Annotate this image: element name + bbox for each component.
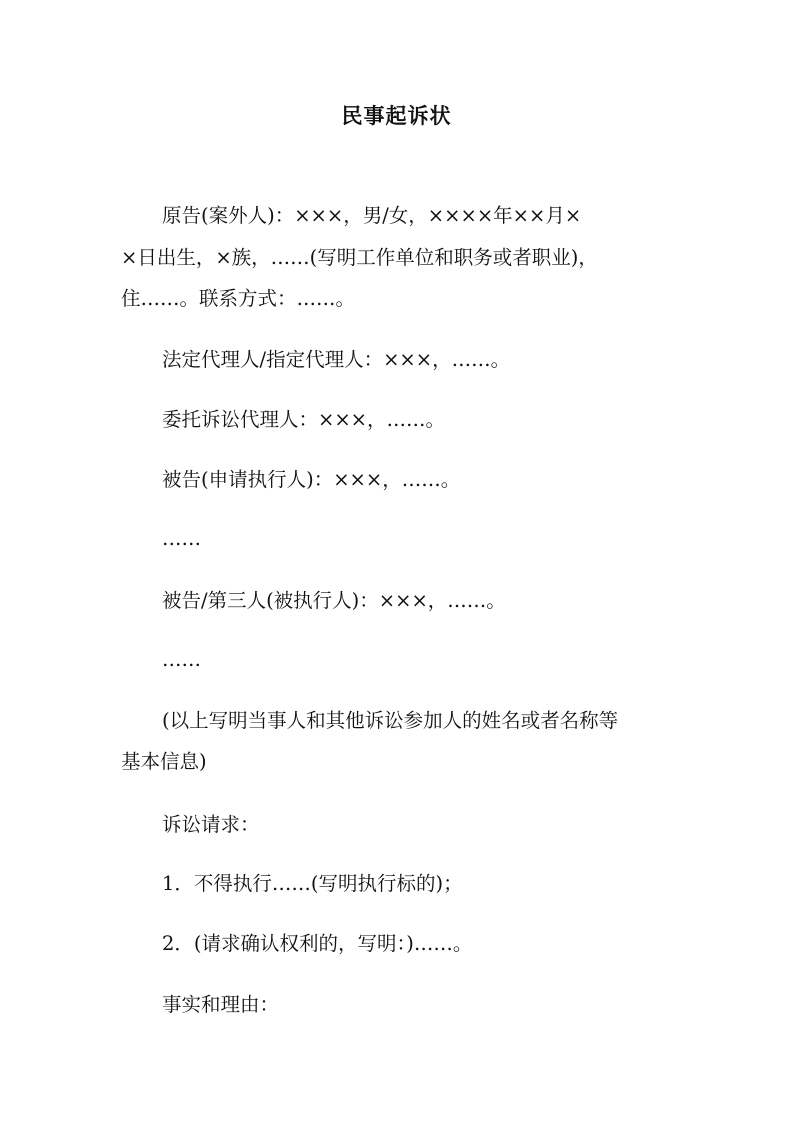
ellipsis-line-2: …… xyxy=(162,648,201,671)
plaintiff-line-2: ×日出生，×族，……(写明工作单位和职务或者职业)， xyxy=(121,246,598,269)
defendant-line: 被告(申请执行人)：×××，……。 xyxy=(162,468,461,491)
plaintiff-line-1: 原告(案外人)：×××，男/女，××××年××月× xyxy=(162,204,582,227)
note-line-2: 基本信息) xyxy=(121,750,207,773)
facts-heading: 事实和理由： xyxy=(162,993,280,1016)
agent-line: 委托诉讼代理人：×××，……。 xyxy=(162,408,446,431)
ellipsis-line-1: …… xyxy=(162,527,201,550)
third-party-line: 被告/第三人(被执行人)：×××，……。 xyxy=(162,589,506,612)
claim-item-1: 1．不得执行……(写明执行标的)； xyxy=(162,872,463,895)
note-line-1: (以上写明当事人和其他诉讼参加人的姓名或者名称等 xyxy=(162,709,619,732)
document-title: 民事起诉状 xyxy=(341,103,452,128)
legal-representative-line: 法定代理人/指定代理人：×××，……。 xyxy=(162,348,511,371)
claim-item-2: 2．(请求确认权利的，写明：)……。 xyxy=(162,932,473,955)
claims-heading: 诉讼请求： xyxy=(162,813,260,836)
plaintiff-line-3: 住……。联系方式：……。 xyxy=(121,287,356,310)
